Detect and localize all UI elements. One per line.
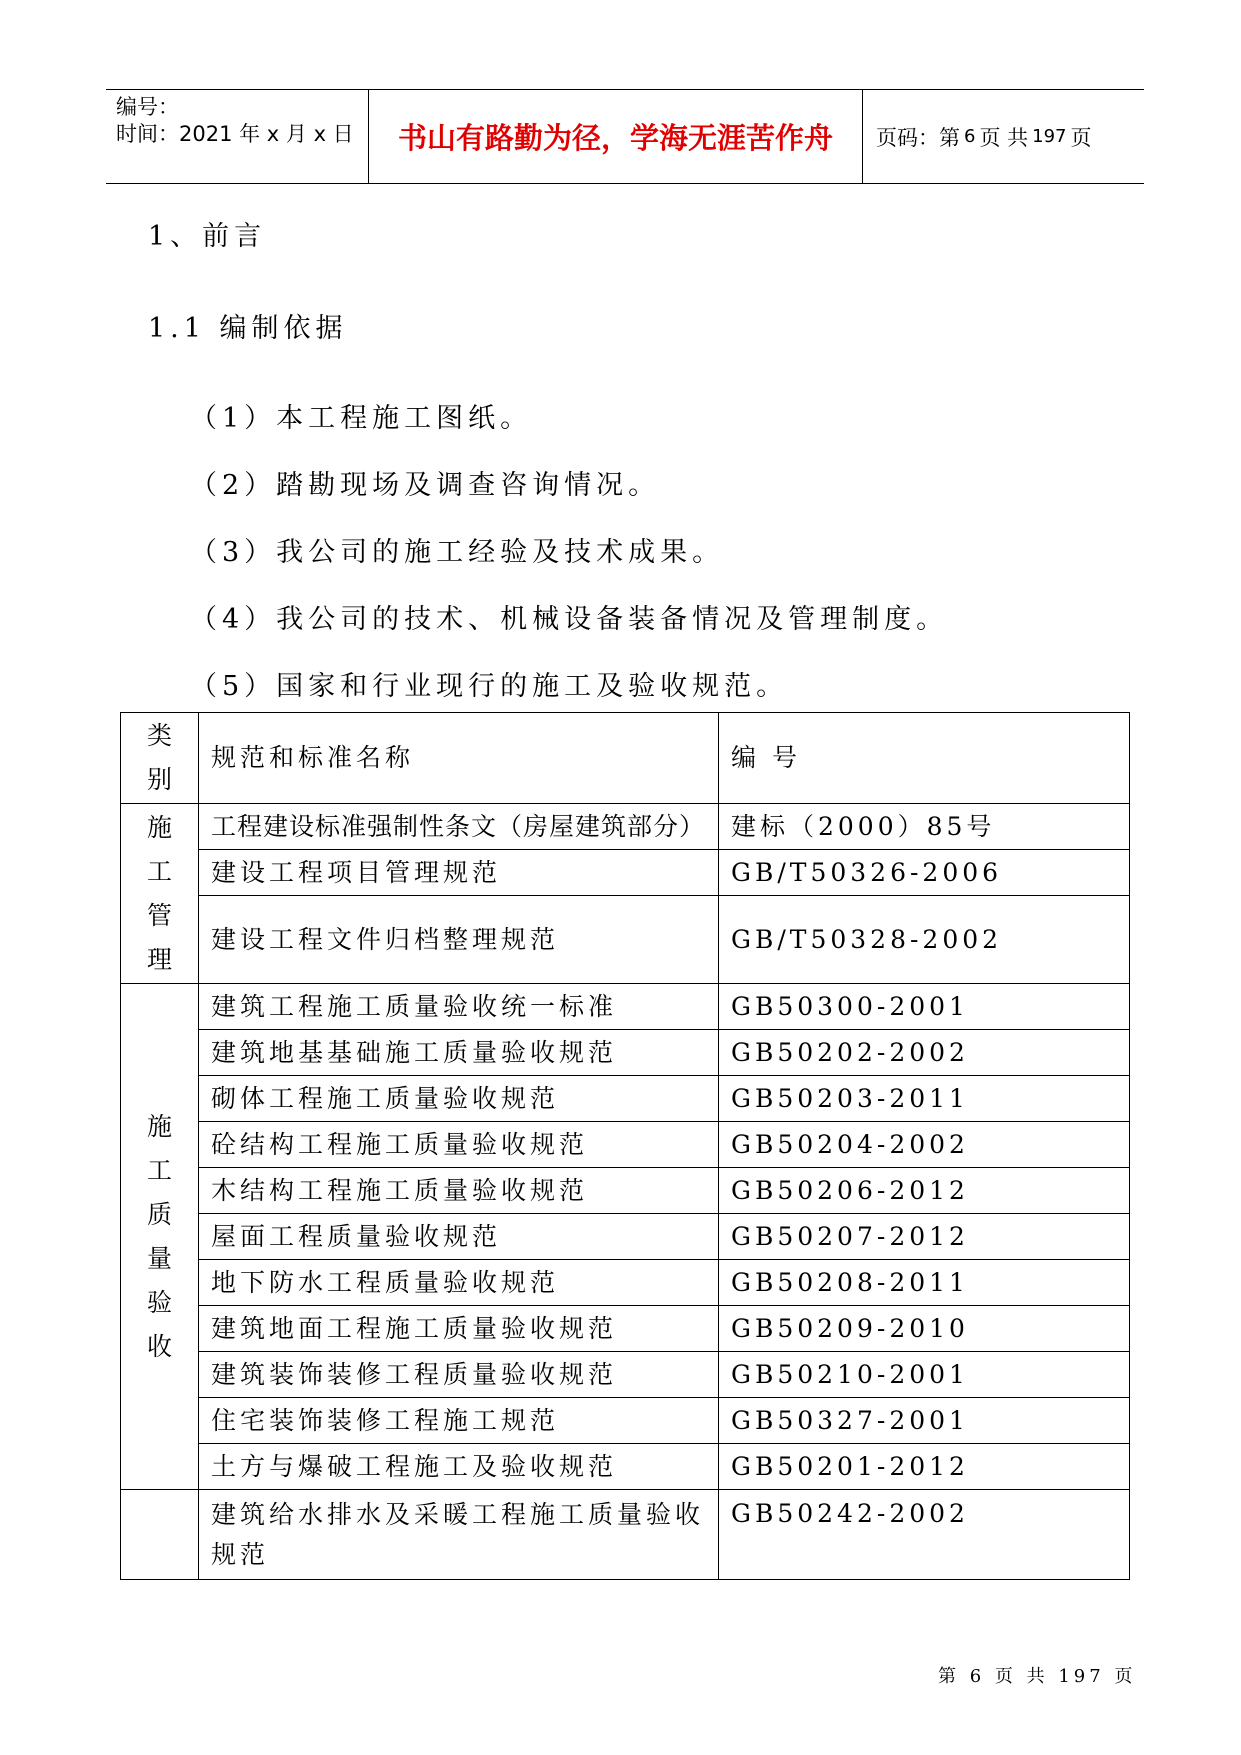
header-category: 类别 — [121, 713, 199, 804]
table-row — [121, 1122, 1130, 1168]
standard-name: 木结构工程施工质量验收规范 — [199, 1168, 719, 1214]
table-row — [121, 804, 1130, 850]
standard-name: 建筑工程施工质量验收统一标准 — [199, 984, 719, 1030]
standard-name: 建筑地基基础施工质量验收规范 — [199, 1030, 719, 1076]
header-name: 规范和标准名称 — [199, 713, 719, 804]
doc-time-label: 时间：2021 年 x 月 x 日 — [116, 122, 354, 146]
standard-name: 地下防水工程质量验收规范 — [199, 1260, 719, 1306]
table-header-row — [121, 713, 1130, 804]
page-suffix: 页 — [1070, 125, 1092, 150]
standard-name: 建筑装饰装修工程质量验收规范 — [199, 1352, 719, 1398]
table-row — [121, 1030, 1130, 1076]
standard-code: GB50209-2010 — [719, 1306, 1130, 1352]
standard-code: GB50208-2011 — [719, 1260, 1130, 1306]
header-page-info — [862, 90, 1156, 183]
page-footer: 第 6 页 共 197 页 — [938, 1666, 1137, 1687]
category-cell: 施工管理 — [121, 804, 199, 984]
standard-name: 建设工程项目管理规范 — [199, 850, 719, 896]
basis-item: （3）我公司的施工经验及技术成果。 — [190, 537, 725, 568]
header-motto: 书山有路勤为径，学海无涯苦作舟 — [368, 90, 863, 183]
standard-code: GB50204-2002 — [719, 1122, 1130, 1168]
table-row — [121, 896, 1130, 984]
table-row — [121, 1352, 1130, 1398]
standard-code: GB50206-2012 — [719, 1168, 1130, 1214]
table-row — [121, 1398, 1130, 1444]
section-heading: 1、前言 — [148, 221, 267, 252]
page-header — [106, 89, 1144, 184]
doc-number-label: 编号： — [116, 95, 179, 119]
basis-item: （1）本工程施工图纸。 — [190, 403, 533, 434]
standard-code: GB/T50326-2006 — [719, 850, 1130, 896]
standard-name: 土方与爆破工程施工及验收规范 — [199, 1444, 719, 1490]
standard-name: 建设工程文件归档整理规范 — [199, 896, 719, 984]
table-row — [121, 1490, 1130, 1580]
standard-code: GB50203-2011 — [719, 1076, 1130, 1122]
standard-name: 建筑给水排水及采暖工程施工质量验收规范 — [199, 1490, 719, 1580]
page-total: 197 — [1032, 126, 1067, 147]
basis-item: （4）我公司的技术、机械设备装备情况及管理制度。 — [190, 604, 949, 635]
standard-name: 工程建设标准强制性条文（房屋建筑部分） — [199, 804, 719, 850]
standard-code: GB50242-2002 — [719, 1490, 1130, 1580]
category-cell: 施工质量验收 — [121, 984, 199, 1490]
standard-code: 建标（2000）85号 — [719, 804, 1130, 850]
table-row — [121, 1076, 1130, 1122]
page-prefix: 页码：第 — [876, 125, 960, 150]
table-row — [121, 850, 1130, 896]
page-mid: 页 共 — [979, 125, 1029, 150]
header-meta — [116, 90, 366, 183]
table-row — [121, 1214, 1130, 1260]
standards-table — [120, 712, 1130, 1580]
category-cell-continued — [121, 1490, 199, 1580]
table-row — [121, 1260, 1130, 1306]
basis-item: （2）踏勘现场及调查咨询情况。 — [190, 470, 661, 501]
standard-name: 屋面工程质量验收规范 — [199, 1214, 719, 1260]
standard-code: GB50327-2001 — [719, 1398, 1130, 1444]
table-row — [121, 984, 1130, 1030]
table-row — [121, 1444, 1130, 1490]
basis-item: （5）国家和行业现行的施工及验收规范。 — [190, 671, 789, 702]
standard-code: GB50202-2002 — [719, 1030, 1130, 1076]
page-current: 6 — [964, 126, 976, 147]
standard-code: GB50201-2012 — [719, 1444, 1130, 1490]
standard-name: 建筑地面工程施工质量验收规范 — [199, 1306, 719, 1352]
standard-code: GB50207-2012 — [719, 1214, 1130, 1260]
standard-name: 住宅装饰装修工程施工规范 — [199, 1398, 719, 1444]
standard-code: GB/T50328-2002 — [719, 896, 1130, 984]
subsection-heading: 1.1 编制依据 — [148, 313, 348, 344]
standard-name: 砌体工程施工质量验收规范 — [199, 1076, 719, 1122]
standard-code: GB50210-2001 — [719, 1352, 1130, 1398]
standard-name: 砼结构工程施工质量验收规范 — [199, 1122, 719, 1168]
table-row — [121, 1168, 1130, 1214]
header-code: 编 号 — [719, 713, 1130, 804]
standard-code: GB50300-2001 — [719, 984, 1130, 1030]
table-row — [121, 1306, 1130, 1352]
